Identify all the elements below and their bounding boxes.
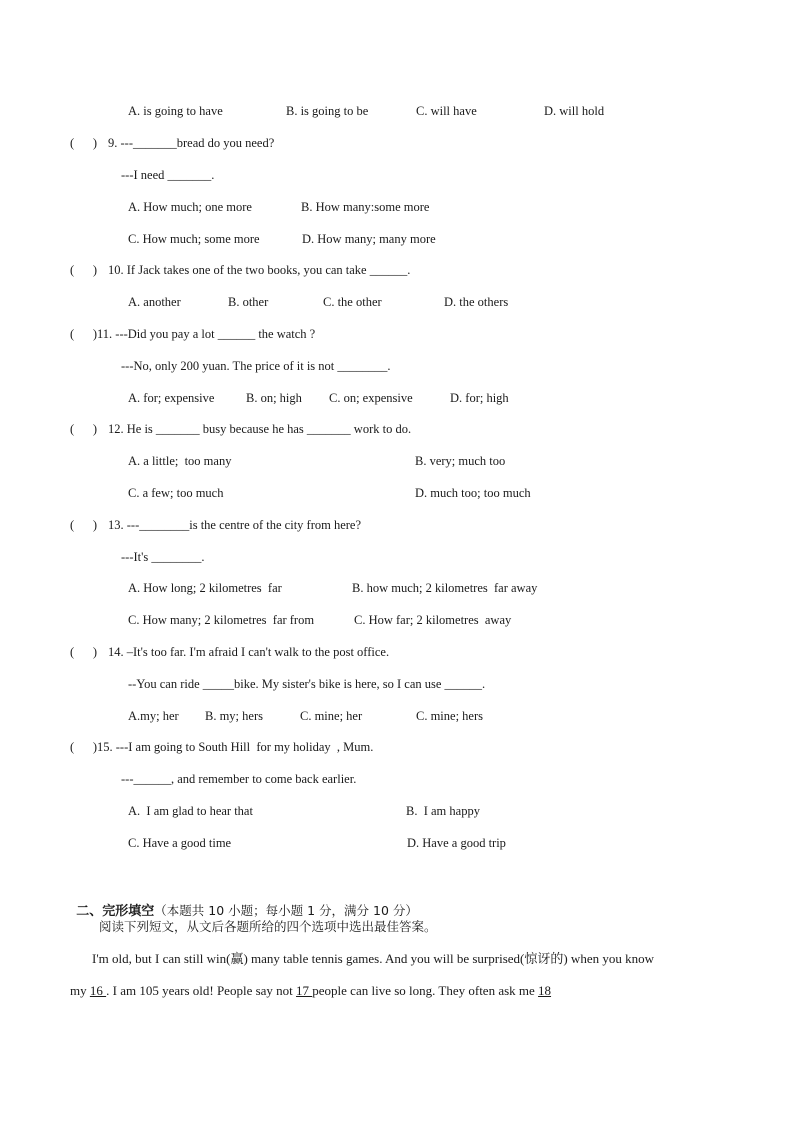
q10-option-c: C. the other	[323, 295, 382, 309]
q15-option-b: B. I am happy	[406, 804, 480, 818]
q8-option-d: D. will hold	[544, 104, 605, 118]
passage-line-1	[70, 951, 723, 967]
q14-option-a: A.my; her	[128, 709, 179, 723]
q9-answer-paren[interactable]: ( )	[70, 136, 98, 150]
passage-line-1-text: I'm old, but I can still win(赢) many table tennis games. And you will be surprised(惊讶的) when you know	[92, 951, 654, 966]
cloze-blank-17[interactable]: 17	[296, 983, 313, 998]
q10-option-a: A. another	[128, 295, 181, 309]
q13-reply: ---It's ________.	[121, 550, 205, 564]
q12-option-d: D. much too; too much	[415, 486, 531, 500]
cloze-blank-16[interactable]: 16	[89, 983, 107, 998]
q9-reply: ---I need _______.	[121, 168, 215, 182]
q11-option-a: A. for; expensive	[128, 391, 215, 405]
q15-option-d: D. Have a good trip	[407, 836, 506, 850]
q10-option-d: D. the others	[444, 295, 509, 309]
passage-text: . I am 105 years old! People say not	[106, 983, 297, 998]
q9-option-a: A. How much; one more	[128, 200, 252, 214]
q12-option-a: A. a little; too many	[128, 454, 232, 468]
q12-stem: 12. He is _______ busy because he has _______ work to do.	[108, 422, 412, 436]
q10-option-b: B. other	[228, 295, 269, 309]
q9-stem: 9. ---_______bread do you need?	[108, 136, 275, 150]
q12-option-b: B. very; much too	[415, 454, 506, 468]
q10-stem: 10. If Jack takes one of the two books, you can take ______.	[108, 263, 411, 277]
q13-answer-paren[interactable]: ( )	[70, 518, 98, 532]
q14-option-c: C. mine; her	[300, 709, 363, 723]
q11-option-c: C. on; expensive	[329, 391, 413, 405]
q14-option-b: B. my; hers	[205, 709, 263, 723]
q8-option-c: C. will have	[416, 104, 477, 118]
q14-reply: --You can ride _____bike. My sister's bike is here, so I can use ______.	[128, 677, 486, 691]
q9-option-b: B. How many:some more	[301, 200, 430, 214]
q8-option-b: B. is going to be	[286, 104, 369, 118]
q14-answer-paren[interactable]: ( )	[70, 645, 98, 659]
q15-stem: 15. ---I am going to South Hill for my holiday , Mum.	[97, 740, 374, 754]
passage-text: my	[70, 983, 90, 998]
q15-option-a: A. I am glad to hear that	[128, 804, 253, 818]
passage-line-2	[70, 983, 723, 999]
q15-reply: ---______, and remember to come back earlier.	[121, 772, 357, 786]
q9-option-c: C. How much; some more	[128, 232, 260, 246]
q12-answer-paren[interactable]: ( )	[70, 422, 98, 436]
section-2-heading	[70, 887, 418, 920]
q13-option-b: B. how much; 2 kilometres far away	[352, 581, 538, 595]
q12-option-c: C. a few; too much	[128, 486, 224, 500]
q15-answer-paren[interactable]: ( )	[70, 740, 98, 754]
q11-option-b: B. on; high	[246, 391, 302, 405]
q8-option-a: A. is going to have	[128, 104, 223, 118]
q14-stem: 14. –It's too far. I'm afraid I can't walk to the post office.	[108, 645, 390, 659]
section-2-note: （本题共 10 小题；每小题 1 分，满分 10 分）	[154, 903, 418, 918]
q11-reply: ---No, only 200 yuan. The price of it is not ________.	[121, 359, 391, 373]
q11-answer-paren[interactable]: ( )	[70, 327, 98, 341]
section-2-title: 二、完形填空	[76, 904, 155, 919]
cloze-blank-18[interactable]: 18	[538, 983, 552, 998]
q13-option-a: A. How long; 2 kilometres far	[128, 581, 282, 595]
q14-option-d: C. mine; hers	[416, 709, 484, 723]
q9-option-d: D. How many; many more	[302, 232, 436, 246]
q13-option-c: C. How many; 2 kilometres far from	[128, 613, 315, 627]
q13-option-d: C. How far; 2 kilometres away	[354, 613, 512, 627]
q11-option-d: D. for; high	[450, 391, 509, 405]
passage-text: people can live so long. They often ask me	[312, 983, 539, 998]
section-2-instruction: 阅读下列短文，从文后各题所给的四个选项中选出最佳答案。	[99, 919, 437, 934]
q13-stem: 13. ---________is the centre of the city from here?	[108, 518, 362, 532]
q10-answer-paren[interactable]: ( )	[70, 263, 98, 277]
q11-stem: 11. ---Did you pay a lot ______ the watch ?	[97, 327, 316, 341]
q15-option-c: C. Have a good time	[128, 836, 232, 850]
